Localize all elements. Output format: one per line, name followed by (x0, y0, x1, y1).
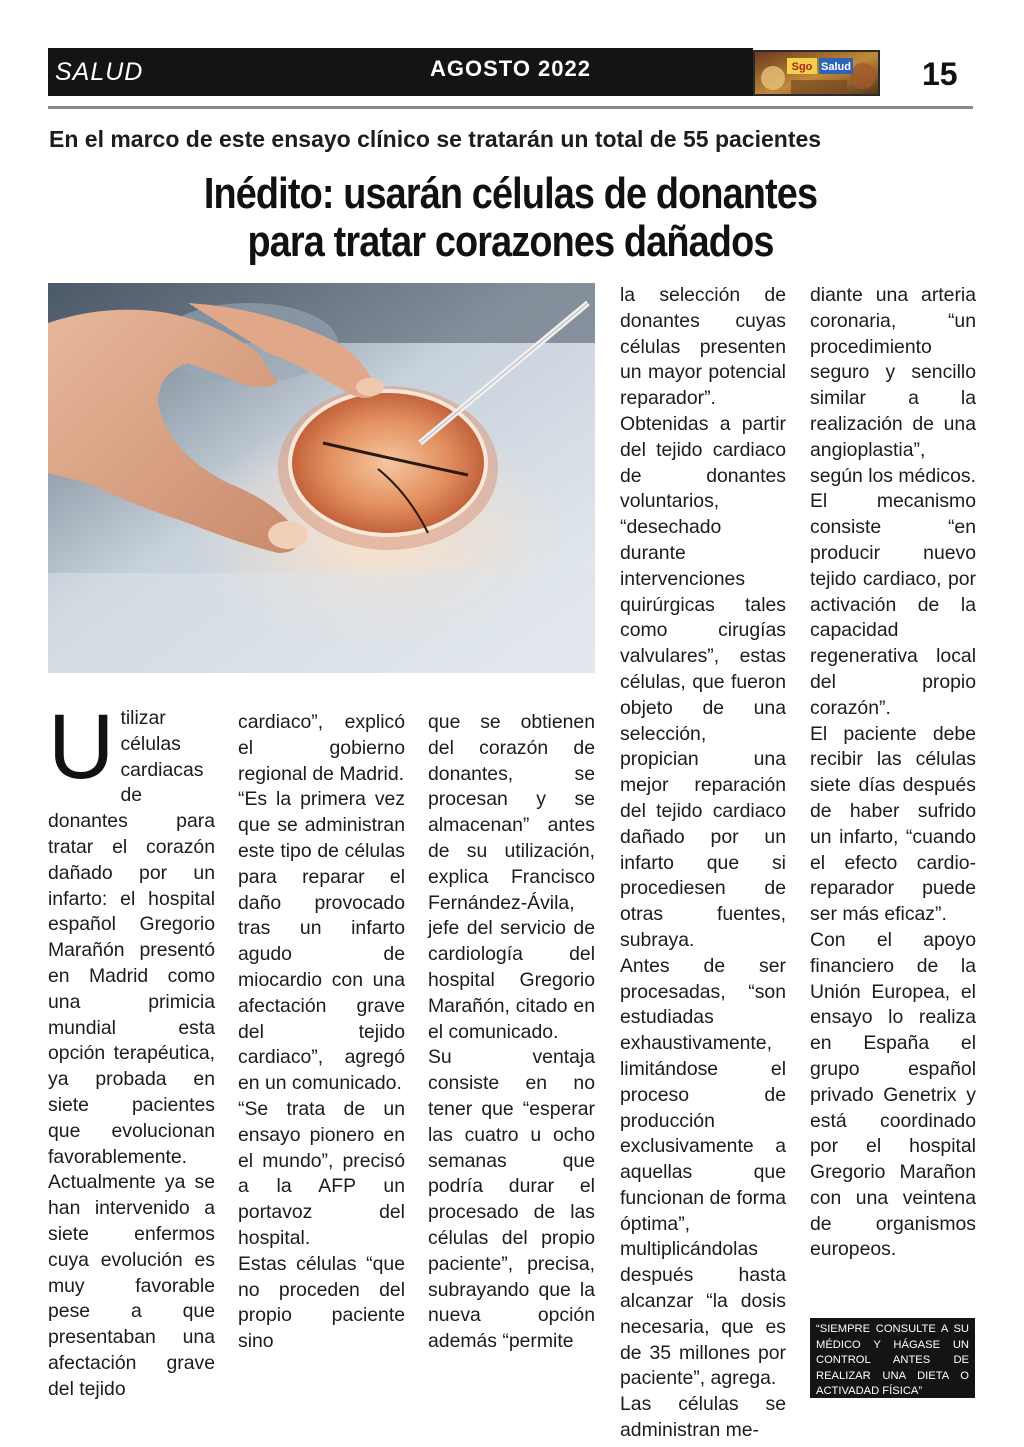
article-paragraph: Estas células “que no proceden del propio paciente sino (238, 1252, 405, 1353)
section-label: SALUD (55, 58, 144, 86)
article-paragraph: que se obtienen del corazón de donantes, se procesan y se almacenan” antes de su utilización, explica Francisco Fernández-Ávila, jefe del servicio de cardiología del hospital Gregorio Marañón, citado en el comunicado. (428, 711, 595, 1043)
headline (113, 170, 909, 266)
article-paragraph: Con el apoyo financiero de la Unión Europea, el ensayo lo realiza en España el grupo español privado Genetrix y está coordinado por el hospital Gregorio Marañon con una veintena de organismos europeos. (810, 928, 976, 1261)
header-bar (48, 48, 753, 96)
page-number: 15 (922, 56, 958, 92)
article-paragraph: Su ventaja consiste en no tener que “esperar las cuatro u ocho semanas que podría durar el procesado de las células del propio paciente”, precisa, subrayando que la nueva opción además “permite (428, 1046, 595, 1353)
article-column-4 (620, 283, 786, 1444)
article-paragraph: “Es la primera vez que se administran este tipo de células para reparar el daño provocado tras un infarto agudo de miocardio con una afectación grave del tejido cardiaco”, agregó en un comunicado. (238, 788, 405, 1095)
article-paragraph: “Se trata de un ensayo pionero en el mundo”, precisó a la AFP un portavoz del hospital. (238, 1097, 405, 1249)
headline-line-2: para tratar corazones dañados (247, 217, 774, 266)
article-paragraph: diante una arteria coronaria, “un procedimiento seguro y sencillo similar a la realización de una angioplastia”, según los médicos. (810, 284, 976, 487)
kicker: En el marco de este ensayo clínico se tratarán un total de 55 pacientes (49, 126, 822, 152)
sgo-salud-logo (753, 50, 880, 96)
issue-date: AGOSTO 2022 (430, 56, 591, 81)
lead-text: tilizar células cardiacas de donantes para tratar el corazón dañado por un infarto: el hospital español Gregorio Marañón presentó en Madrid como una primicia mundial esta opción terapéutica, ya probada en siete pacientes que evolucionan favorablemente. Actualmente ya se han intervenido a siete enfermos cuya evolución es muy favorable pese a que presentaban una afectación grave del tejido (48, 707, 215, 1400)
article-column-3 (428, 710, 595, 1355)
article-paragraph: El paciente debe recibir las células siete días después de haber sufrido un infarto, “cuando el efecto cardio-reparador puede ser más eficaz”. (810, 722, 976, 926)
article-paragraph: Las células se administran me- (620, 1393, 786, 1442)
article-paragraph: cardiaco”, explicó el gobierno regional de Madrid. (238, 711, 405, 785)
article-column-1 (48, 696, 215, 1403)
article-paragraph: Antes de ser procesadas, “son estudiadas exhaustivamente, limitándose el proceso de producción exclusivamente a aquellas que funcionan de forma óptima”, multiplicándolas después hasta alcanzar “la dosis necesaria, que es de 35 millones por paciente”, agrega. (620, 954, 787, 1390)
health-notice-box: “SIEMPRE CONSULTE A SU MÉDICO Y HÁGASE UN CONTROL ANTES DE REALIZAR UNA DIETA O ACTIVADAD FÍSICA” (810, 1318, 975, 1398)
article-column-2 (238, 710, 405, 1355)
headline-line-1: Inédito: usarán células de donantes (203, 169, 818, 218)
header-divider (48, 106, 973, 109)
drop-cap: U (48, 696, 115, 798)
article-paragraph: Obtenidas a partir del tejido cardiaco de donantes voluntarios, “desechado durante intervenciones quirúrgicas tales como cirugías valvulares”, estas células, que fueron objeto de una selección, propician una mejor reparación del tejido cardiaco dañado por un infarto que si procediesen de otras fuentes, subraya. (620, 412, 786, 951)
article-paragraph (48, 696, 215, 1403)
svg-text:Sgo: Sgo (791, 61, 813, 73)
article-column-5 (810, 283, 976, 1263)
svg-text:Salud: Salud (821, 61, 851, 73)
article-paragraph: El mecanismo consiste “en producir nuevo tejido cardiaco, por activación de la capacidad regenerativa local del propio corazón”. (810, 490, 976, 719)
petri-dish-photo (48, 283, 595, 673)
article-paragraph: la selección de donantes cuyas células presenten un mayor potencial reparador”. (620, 284, 786, 410)
